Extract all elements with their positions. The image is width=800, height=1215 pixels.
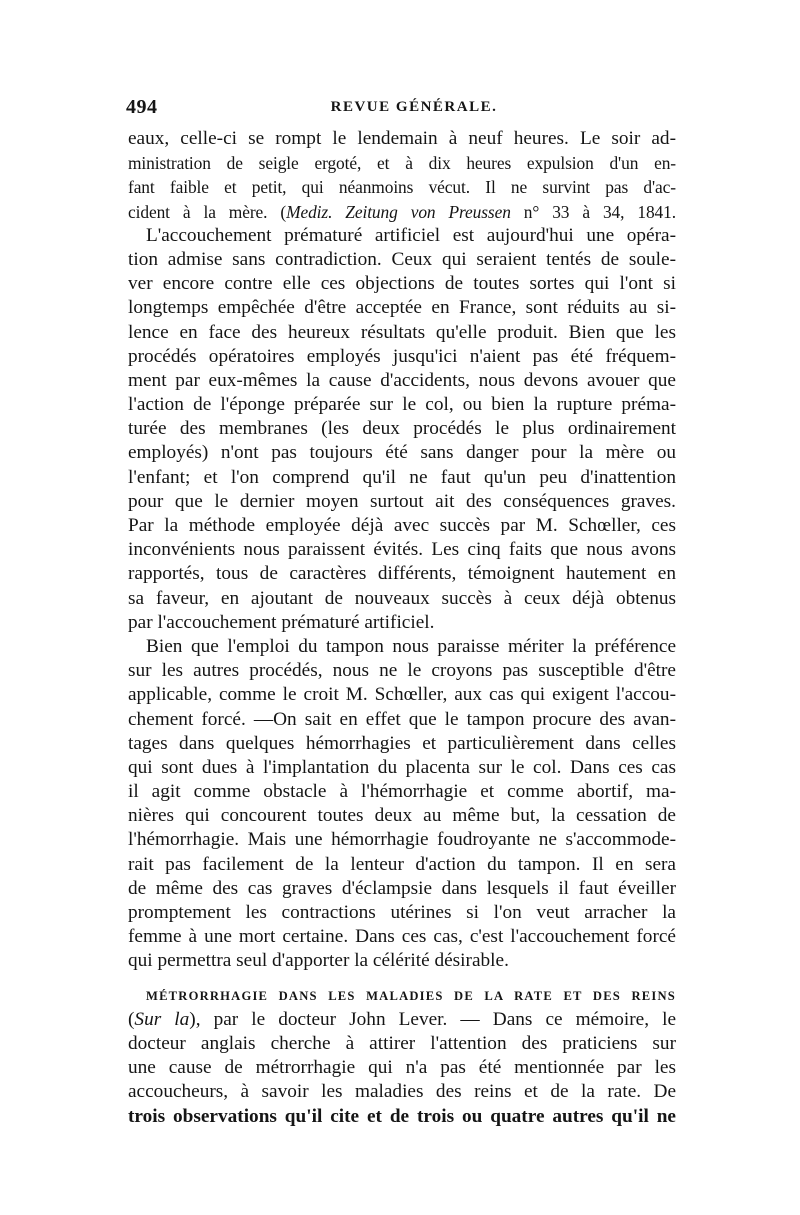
text-line: ment par eux-mêmes la cause d'accidents, nous devons avouer que bbox=[128, 369, 676, 391]
citation-lead: cident à la mère. ( bbox=[128, 201, 287, 222]
text-line: nières qui concourent toutes deux au même but, la cessation de bbox=[128, 805, 676, 827]
text-line: Par la méthode employée déjà avec succès par M. Schœller, ces bbox=[128, 515, 676, 536]
text-line: lence en face des heureux résultats qu'elle produit. Bien que les bbox=[128, 321, 676, 343]
section-first-line bbox=[128, 1008, 676, 1032]
text-line: tages dans quelques hémorrhagies et particulièrement dans celles bbox=[128, 732, 676, 754]
text-line: applicable, comme le croit M. Schœller, aux cas qui exigent l'accou- bbox=[128, 684, 676, 706]
text-line: docteur anglais cherche à attirer l'attention des praticiens sur bbox=[128, 1032, 676, 1054]
text-line: sa faveur, en ajoutant de nouveaux succès à ceux déjà obtenus bbox=[128, 587, 676, 609]
text-line: rapportés, tous de caractères différents, témoignent hautement en bbox=[128, 563, 676, 585]
text-line: de même des cas graves d'éclampsie dans lesquels il faut éveiller bbox=[128, 877, 676, 899]
text-line: turée des membranes (les deux procédés le plus ordinairement bbox=[128, 418, 676, 440]
text-line: ver encore contre elle ces objections de toutes sortes qui l'ont si bbox=[128, 273, 676, 295]
text-line: longtemps empêchée d'être acceptée en France, sont réduits au si- bbox=[128, 297, 676, 319]
text-line: une cause de métrorrhagie qui n'a pas été mentionnée par les bbox=[128, 1057, 676, 1079]
page-number: 494 bbox=[126, 96, 158, 118]
text-line: trois observations qu'il cite et de trois ou quatre autres qu'il ne bbox=[128, 1105, 676, 1127]
text-line: fant faible et petit, qui néanmoins vécut. Il ne survint pas d'ac- bbox=[128, 177, 676, 198]
text-line: par l'accouchement prématuré artificiel. bbox=[128, 611, 435, 633]
text-line: procédés opératoires employés jusqu'ici n'aient pas été fréquem- bbox=[128, 345, 676, 367]
text-line: il agit comme obstacle à l'hémorrhagie et comme abortif, ma- bbox=[128, 781, 676, 803]
running-title: REVUE GÉNÉRALE. bbox=[330, 99, 498, 115]
section-byline: ), par le docteur John Lever. — Dans ce mémoire, le bbox=[189, 1008, 676, 1030]
text-line: sur les autres procédés, nous ne le croyons pas susceptible d'être bbox=[128, 660, 676, 682]
text-line: inconvénients nous paraissent évités. Les cinq faits que nous avons bbox=[128, 539, 676, 561]
text-line: tion admise sans contradiction. Ceux qui seraient tentés de soule- bbox=[128, 248, 676, 270]
text-line: qui permettra seul d'apporter la célérité désirable. bbox=[128, 950, 509, 972]
text-line: accoucheurs, à savoir les maladies des reins et de la rate. De bbox=[128, 1081, 676, 1103]
text-line: employés) n'ont pas toujours été sans danger pour la mère ou bbox=[128, 442, 676, 464]
text-line: promptement les contractions utérines si l'on veut arracher la bbox=[128, 902, 676, 923]
citation-tail: n° 33 à 34, 1841. bbox=[510, 201, 676, 222]
section-subject: Sur la bbox=[134, 1008, 190, 1030]
text-line: l'action de l'éponge préparée sur le col, ou bien la rupture préma- bbox=[128, 394, 676, 416]
text-line: chement forcé. —On sait en effet que le tampon procure des avan- bbox=[128, 708, 676, 730]
text-line: pour que le dernier moyen surtout ait des conséquences graves. bbox=[128, 490, 676, 512]
text-line: l'hémorrhagie. Mais une hémorrhagie foudroyante ne s'accommode- bbox=[128, 829, 676, 851]
body-text bbox=[128, 127, 676, 1129]
subject-open: ( bbox=[128, 1008, 135, 1030]
text-line: Bien que l'emploi du tampon nous paraisse mériter la préférence bbox=[146, 635, 676, 657]
citation-journal: Mediz. Zeitung von Preussen bbox=[286, 201, 511, 222]
text-line: l'enfant; et l'on comprend qu'il ne faut qu'un peu d'inattention bbox=[128, 466, 676, 488]
text-line: rait pas facilement de la lenteur d'action du tampon. Il en sera bbox=[128, 853, 676, 875]
citation-line bbox=[128, 200, 676, 224]
section-gap bbox=[128, 974, 676, 984]
page-header bbox=[126, 96, 682, 122]
text-line: eaux, celle-ci se rompt le lendemain à neuf heures. Le soir ad- bbox=[128, 128, 676, 149]
text-line: femme à une mort certaine. Dans ces cas, c'est l'accouchement forcé bbox=[128, 926, 676, 948]
text-line: ministration de seigle ergoté, et à dix heures expulsion d'un en- bbox=[128, 153, 676, 174]
text-line: L'accouchement prématuré artificiel est aujourd'hui une opéra- bbox=[146, 224, 676, 246]
text-line: qui sont dues à l'implantation du placenta sur le col. Dans ces cas bbox=[128, 756, 676, 778]
section-heading: MÉTRORRHAGIE DANS LES MALADIES DE LA RATE ET DES REINS bbox=[146, 988, 676, 1003]
